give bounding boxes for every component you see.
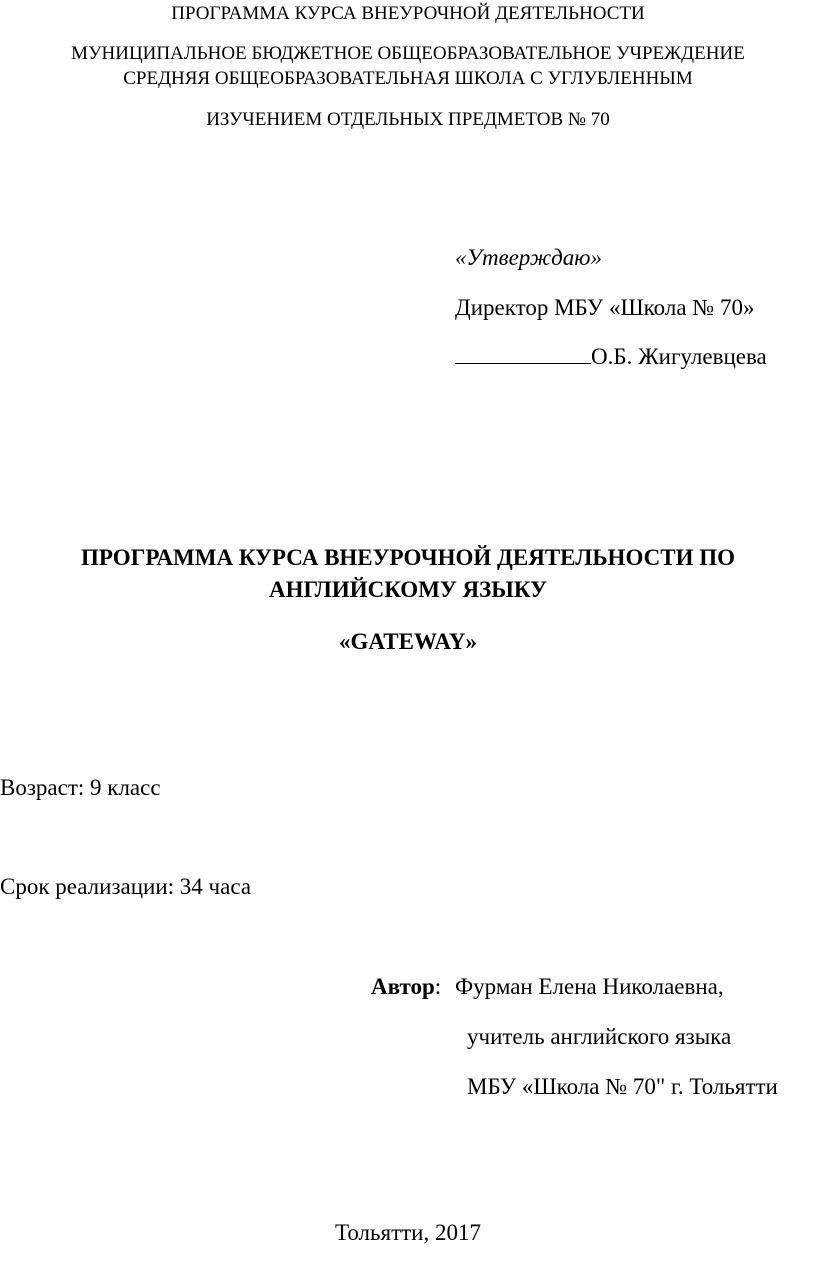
document-title-line-1: ПРОГРАММА КУРСА ВНЕУРОЧНОЙ ДЕЯТЕЛЬНОСТИ ПО bbox=[81, 545, 735, 570]
signatory-name: О.Б. Жигулевцева bbox=[591, 344, 767, 369]
institution-line-3: ИЗУЧЕНИЕМ ОТДЕЛЬНЫХ ПРЕДМЕТОВ № 70 bbox=[206, 109, 610, 130]
city-year: Тольятти, 2017 bbox=[335, 1220, 481, 1245]
approval-heading: «Утверждаю» bbox=[455, 245, 602, 270]
author-separator: : bbox=[434, 974, 442, 999]
author-label-group bbox=[371, 975, 441, 998]
author-label: Автор bbox=[371, 974, 435, 999]
institution-line-2: СРЕДНЯЯ ОБЩЕОБРАЗОВАТЕЛЬНАЯ ШКОЛА С УГЛУБЛЕННЫМ bbox=[123, 68, 693, 89]
age-info: Возраст: 9 класс bbox=[0, 775, 161, 800]
signature-block bbox=[455, 345, 767, 368]
program-label: ПРОГРАММА КУРСА ВНЕУРОЧНОЙ ДЕЯТЕЛЬНОСТИ bbox=[171, 3, 645, 24]
course-name: «GATEWAY» bbox=[338, 629, 478, 654]
document-title-line-2: АНГЛИЙСКОМУ ЯЗЫКУ bbox=[269, 577, 547, 602]
signature-line bbox=[455, 345, 591, 364]
institution-line-1: МУНИЦИПАЛЬНОЕ БЮДЖЕТНОЕ ОБЩЕОБРАЗОВАТЕЛЬНОЕ УЧРЕЖДЕНИЕ bbox=[71, 43, 745, 64]
author-name: Фурман Елена Николаевна, bbox=[455, 974, 724, 999]
duration-info: Срок реализации: 34 часа bbox=[0, 874, 252, 899]
author-school: МБУ «Школа № 70" г. Тольятти bbox=[467, 1074, 778, 1099]
director-title: Директор МБУ «Школа № 70» bbox=[455, 295, 755, 320]
author-position: учитель английского языка bbox=[467, 1024, 732, 1049]
